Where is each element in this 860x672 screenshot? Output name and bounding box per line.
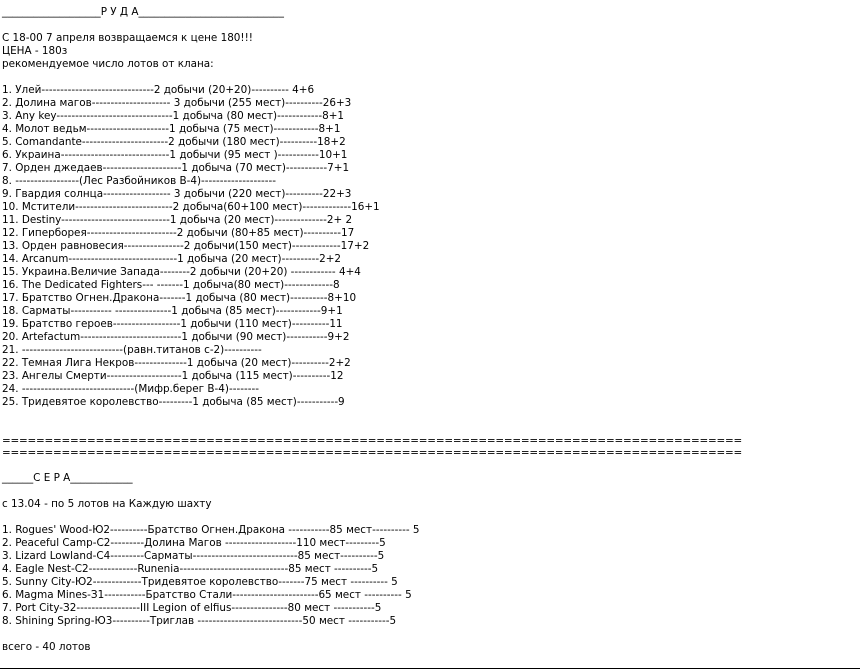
sulfur-mine-list xyxy=(2,524,858,628)
list-item: 6. Украина-----------------------------1 добычи (95 мест )-----------10+1 xyxy=(2,149,348,161)
spacer xyxy=(2,422,858,435)
list-item: 22. Темная Лига Некров--------------1 добыча (20 мест)----------2+2 xyxy=(2,357,351,369)
ore-price: ЦЕНА - 180з xyxy=(2,45,68,57)
section-separator: ======================================================================================= xyxy=(2,435,743,447)
spacer xyxy=(2,485,858,498)
list-item: 8. -----------------(Лес Разбойников В-4)-------------------- xyxy=(2,175,277,187)
list-item: 11. Destiny-----------------------------1 добыча (20 мест)--------------2+ 2 xyxy=(2,214,353,226)
list-item: 15. Украина.Величие Запада--------2 добычи (20+20) ------------ 4+4 xyxy=(2,266,361,278)
list-item: 20. Artefactum---------------------------1 добычи (90 мест)-----------9+2 xyxy=(2,331,350,343)
bottom-divider xyxy=(0,668,860,669)
ore-heading: ___________________Р У Д А____________________________ xyxy=(2,6,284,18)
list-item: 3. Any key-------------------------------1 добыча (80 мест)------------8+1 xyxy=(2,110,345,122)
list-item: 6. Magma Mines-З1-----------Братство Стали-----------------------65 мест ---------- 5 xyxy=(2,589,412,601)
section-separator: ======================================================================================= xyxy=(2,447,743,459)
list-item: 16. The Dedicated Fighters--- -------1 добыча(80 мест)-------------8 xyxy=(2,279,340,291)
sulfur-total: всего - 40 лотов xyxy=(2,641,91,653)
ore-clan-list xyxy=(2,84,858,409)
list-item: 19. Братство героев------------------1 добычи (110 мест)----------11 xyxy=(2,318,343,330)
spacer xyxy=(2,409,858,422)
list-item: 25. Тридевятое королевство---------1 добыча (85 мест)-----------9 xyxy=(2,396,345,408)
list-item: 5. Comandante-----------------------2 добычи (180 мест)----------18+2 xyxy=(2,136,346,148)
sulfur-note: с 13.04 - по 5 лотов на Каждую шахту xyxy=(2,498,212,510)
list-item: 17. Братство Огнен.Дракона-------1 добыча (80 мест)----------8+10 xyxy=(2,292,357,304)
list-item: 2. Peaceful Camp-С2---------Долина Магов -------------------110 мест---------5 xyxy=(2,537,386,549)
list-item: 4. Молот ведьм----------------------1 добыча (75 мест)------------8+1 xyxy=(2,123,341,135)
list-item: 5. Sunny City-Ю2-------------Тридевятое королевство-------75 мест ---------- 5 xyxy=(2,576,398,588)
list-item: 3. Lizard Lowland-С4---------Сарматы----------------------------85 мест----------5 xyxy=(2,550,385,562)
list-item: 23. Ангелы Смерти--------------------1 добыча (115 мест)----------12 xyxy=(2,370,344,382)
spacer xyxy=(2,628,858,641)
document-body xyxy=(2,6,858,654)
list-item: 2. Долина магов--------------------- 3 добычи (255 мест)----------26+3 xyxy=(2,97,352,109)
sulfur-heading: ______С Е Р А____________ xyxy=(2,472,133,484)
ore-price-notice: С 18-00 7 апреля возвращаемся к цене 180!!! xyxy=(2,32,253,44)
list-item: 24. ------------------------------(Мифр.берег В-4)-------- xyxy=(2,383,259,395)
ore-recommend-label: рекомендуемое число лотов от клана: xyxy=(2,58,214,70)
list-item: 1. Rogues' Wood-Ю2----------Братство Огнен.Дракона -----------85 мест---------- 5 xyxy=(2,524,420,536)
list-item: 12. Гиперборея------------------------2 добычи (80+85 мест)----------17 xyxy=(2,227,355,239)
list-item: 14. Arcanum-----------------------------1 добыча (20 мест)----------2+2 xyxy=(2,253,342,265)
list-item: 4. Eagle Nest-С2-------------Runenia-----------------------------85 мест ----------5 xyxy=(2,563,379,575)
spacer xyxy=(2,511,858,524)
list-item: 9. Гвардия солнца------------------ 3 добычи (220 мест)----------22+3 xyxy=(2,188,352,200)
list-item: 21. ---------------------------(равн.титанов с-2)---------- xyxy=(2,344,262,356)
list-item: 1. Улей------------------------------2 добычи (20+20)---------- 4+6 xyxy=(2,84,315,96)
spacer xyxy=(2,459,858,472)
list-item: 7. Port City-З2-----------------III Legion of elfius---------------80 мест -----------5 xyxy=(2,602,382,614)
list-item: 18. Сарматы----------- ---------------1 добыча (85 мест)------------9+1 xyxy=(2,305,343,317)
spacer xyxy=(2,19,858,32)
list-item: 8. Shining Spring-Ю3----------Триглав ----------------------------50 мест -----------5 xyxy=(2,615,397,627)
list-item: 13. Орден равновесия----------------2 добычи(150 мест)-------------17+2 xyxy=(2,240,370,252)
list-item: 10. Мстители--------------------------2 добыча(60+100 мест)-------------16+1 xyxy=(2,201,380,213)
list-item: 7. Орден джедаев---------------------1 добыча (70 мест)-----------7+1 xyxy=(2,162,350,174)
spacer xyxy=(2,71,858,84)
